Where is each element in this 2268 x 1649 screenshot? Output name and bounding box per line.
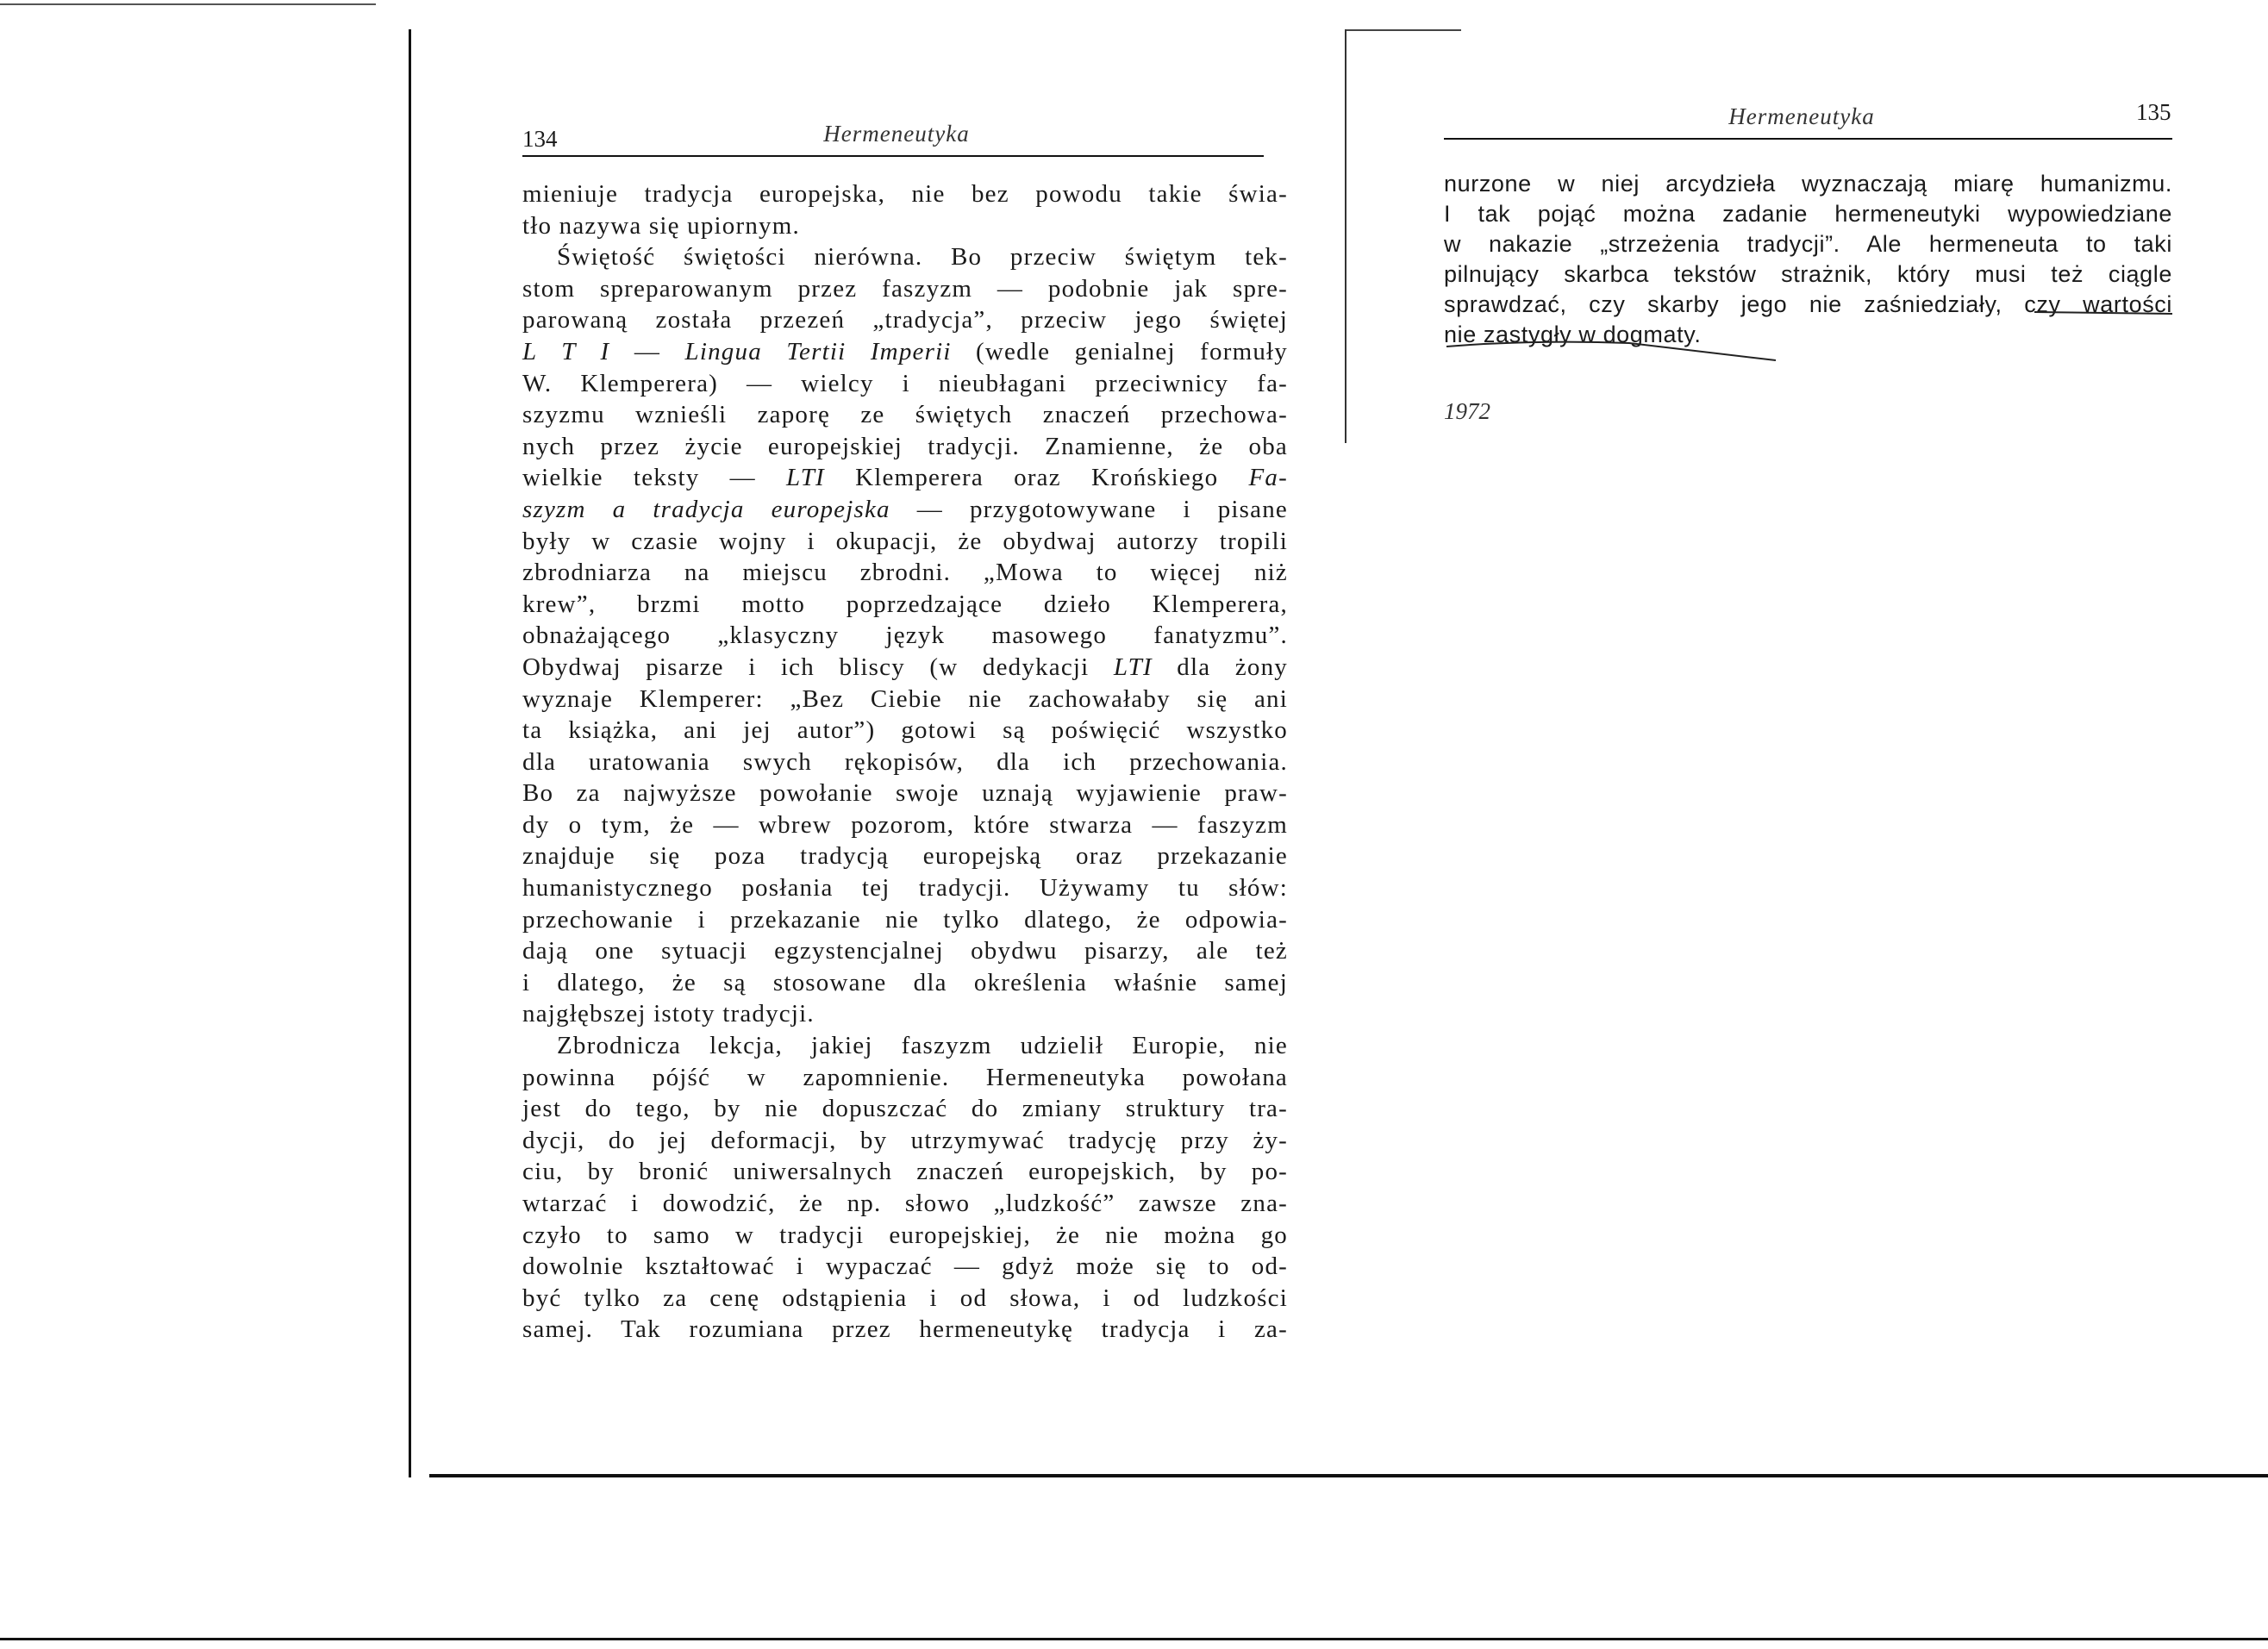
text-line — [522, 210, 1288, 242]
text-line — [522, 1251, 1288, 1283]
text-segment: krew”, brzmi motto poprzedzające dzieło Klemperera, — [522, 590, 1288, 618]
text-segment: szyzmu wznieśli zaporę ze świętych znaczeń przechowa- — [522, 401, 1288, 429]
text-segment: dają one sytuacji egzystencjalnej obydwu pisarzy, ale też — [522, 937, 1288, 965]
italic-text: LTI — [1113, 653, 1153, 681]
text-line — [1444, 169, 2172, 199]
text-segment: ta książka, ani jej autor”) gotowi są poświęcić wszystko — [522, 716, 1288, 745]
text-segment: stom spreparowanym przez faszyzm — podobnie jak spre- — [522, 274, 1288, 303]
left-header-rule — [522, 155, 1264, 157]
text-segment: były w czasie wojny i okupacji, że obydwaj autorzy tropili — [522, 527, 1288, 555]
text-segment: W. Klemperera) — wielcy i nieubłagani przeciwnicy fa- — [522, 369, 1288, 397]
text-line — [522, 1314, 1288, 1346]
text-line — [522, 368, 1288, 400]
text-line — [522, 304, 1288, 336]
left-page-body — [522, 178, 1288, 1346]
italic-text: L T I — [522, 337, 610, 365]
left-running-head-title: Hermeneutyka — [823, 121, 970, 147]
text-segment: być tylko za cenę odstąpienia i od słowa, i od ludzkości — [522, 1284, 1288, 1312]
right-running-head-title: Hermeneutyka — [1728, 103, 1875, 129]
text-line — [522, 746, 1288, 778]
text-line — [522, 241, 1288, 273]
text-line — [522, 1220, 1288, 1252]
text-segment: pilnujący skarbca tekstów strażnik, który musi też ciągle — [1444, 261, 2172, 287]
text-line — [1444, 229, 2172, 259]
text-segment: Obydwaj pisarze i ich bliscy (w dedykacji — [522, 653, 1114, 681]
text-segment: samej. Tak rozumiana przez hermeneutykę tradycja i za- — [522, 1315, 1288, 1344]
text-line — [522, 1156, 1288, 1188]
text-line — [522, 557, 1288, 589]
scan-edge-bottom — [429, 1474, 2268, 1477]
scan-edge-gutter-top — [1345, 29, 1461, 31]
text-segment: sprawdzać, czy skarby jego nie zaśniedziały, czy wartości — [1444, 291, 2172, 317]
left-page-number: 134 — [522, 126, 558, 152]
italic-text: Lingua Tertii Imperii — [684, 337, 952, 365]
text-line — [522, 1062, 1288, 1094]
text-segment: — przygotowywane i pisane — [890, 495, 1288, 523]
text-line — [522, 872, 1288, 904]
text-line — [522, 589, 1288, 621]
text-segment: wtarzać i dowodzić, że np. słowo „ludzkość” zawsze zna- — [522, 1190, 1288, 1217]
text-segment: dla uratowania swych rękopisów, dla ich przechowania. — [522, 747, 1288, 776]
pencil-underline-marks — [1431, 293, 2190, 388]
text-line — [522, 1125, 1288, 1157]
text-segment: powinna pójść w zapomnienie. Hermeneutyka powołana — [522, 1063, 1288, 1091]
text-segment: tło nazywa się upiornym. — [522, 211, 800, 240]
text-segment: jest do tego, by nie dopuszczać do zmiany struktury tra- — [522, 1095, 1288, 1123]
scan-edge-top-left — [0, 3, 376, 5]
text-line — [522, 778, 1288, 809]
text-segment: — — [609, 337, 685, 365]
right-running-head — [1629, 103, 1974, 130]
text-line — [522, 273, 1288, 305]
text-segment: dla żony — [1152, 653, 1288, 681]
text-segment: dy o tym, że — wbrew pozorom, które stwarza — faszyzm — [522, 810, 1288, 839]
text-segment: nych przez życie europejskiej tradycji. Znamienne, że oba — [522, 432, 1288, 460]
text-line — [522, 399, 1288, 431]
text-line — [522, 1093, 1288, 1125]
text-segment: czyło to samo w tradycji europejskiej, że nie można go — [522, 1221, 1288, 1249]
date-1972: 1972 — [1444, 398, 1490, 424]
text-line — [522, 1030, 1288, 1062]
text-segment: nie zastygły w dogmaty. — [1444, 322, 1702, 347]
text-segment: Świętość świętości nierówna. Bo przeciw świętym tek- — [557, 243, 1288, 272]
scan-edge-page-bottom — [0, 1638, 2268, 1640]
text-segment: zbrodniarza na miejscu zbrodni. „Mowa to więcej niż — [522, 559, 1288, 587]
text-segment: Klemperera oraz Krońskiego — [824, 464, 1249, 492]
text-line — [522, 178, 1288, 210]
text-line — [522, 494, 1288, 526]
italic-text: LTI — [785, 464, 825, 492]
italic-text: Fa- — [1248, 464, 1288, 492]
text-line — [522, 336, 1288, 368]
text-line — [522, 526, 1288, 558]
text-segment: humanistycznego posłania tej tradycji. Używamy tu słów: — [522, 874, 1288, 903]
scan-edge-gutter — [1345, 29, 1346, 443]
text-segment: nurzone w niej arcydzieła wyznaczają miarę humanizmu. — [1444, 171, 2172, 197]
text-segment: (wedle genialnej formuły — [951, 337, 1288, 365]
text-segment: wyznaje Klemperer: „Bez Ciebie nie zachowałaby się ani — [522, 684, 1288, 713]
right-header-rule — [1444, 138, 2172, 140]
text-segment: dycji, do jej deformacji, by utrzymywać tradycję przy ży- — [522, 1126, 1288, 1154]
text-line — [522, 431, 1288, 463]
text-segment: parowaną została przezeń „tradycja”, przeciw jego świętej — [522, 306, 1288, 334]
text-line — [522, 998, 1288, 1030]
text-segment: ciu, by bronić uniwersalnych znaczeń europejskich, by po- — [522, 1158, 1288, 1186]
text-segment: i dlatego, że są stosowane dla określenia właśnie samej — [522, 968, 1288, 996]
text-segment: przechowanie i przekazanie nie tylko dlatego, że odpowia- — [522, 905, 1288, 934]
text-line — [522, 462, 1288, 494]
text-line — [1444, 259, 2172, 290]
text-line — [522, 715, 1288, 746]
right-page-number: 135 — [2136, 99, 2171, 125]
text-segment: obnażającego „klasyczny język masowego fanatyzmu”. — [522, 621, 1288, 650]
text-segment: I tak pojąć można zadanie hermeneutyki wypowiedziane — [1444, 201, 2172, 227]
text-line — [522, 967, 1288, 999]
underline-nie-zastygly — [1446, 342, 1776, 360]
text-segment: najgłębszej istoty tradycji. — [522, 1000, 815, 1028]
underline-czy-wartosci — [2034, 312, 2172, 314]
italic-text: szyzm a tradycja europejska — [522, 495, 890, 523]
text-segment: w nakazie „strzeżenia tradycji”. Ale hermeneuta to taki — [1444, 231, 2172, 257]
text-segment: dowolnie kształtować i wypaczać — gdyż może się to od- — [522, 1252, 1288, 1281]
text-segment: Zbrodnicza lekcja, jakiej faszyzm udzielił Europie, nie — [557, 1032, 1288, 1060]
text-line — [522, 840, 1288, 872]
text-line — [522, 684, 1288, 715]
text-segment: mieniuje tradycja europejska, nie bez powodu takie świa- — [522, 180, 1288, 208]
text-line — [522, 904, 1288, 936]
text-line — [1444, 199, 2172, 229]
text-line — [522, 620, 1288, 652]
scan-edge-left-page — [409, 29, 411, 1477]
text-segment: znajduje się poza tradycją europejską oraz przekazanie — [522, 842, 1288, 871]
text-line — [522, 935, 1288, 967]
text-segment: Bo za najwyższe powołanie swoje uznają wyjawienie praw- — [522, 779, 1288, 808]
text-segment: wielkie teksty — — [522, 464, 786, 492]
text-line — [522, 1188, 1288, 1220]
text-line — [522, 1283, 1288, 1315]
text-line — [522, 652, 1288, 684]
left-running-head — [724, 121, 1069, 147]
text-line — [522, 809, 1288, 841]
